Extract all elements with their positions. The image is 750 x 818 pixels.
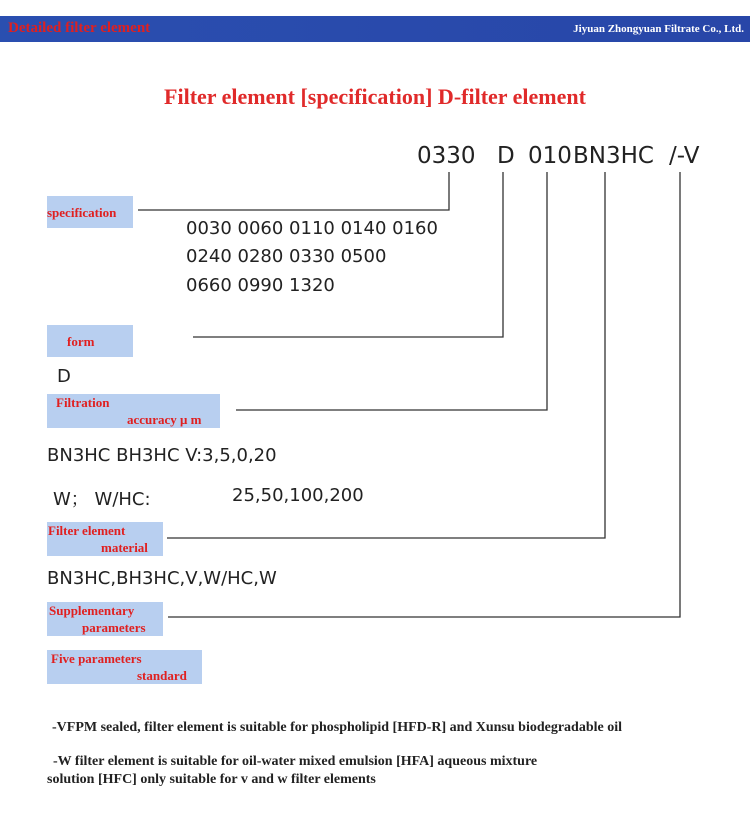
code-spec: 0330 (417, 143, 476, 169)
note-w-line-1: -W filter element is suitable for oil-water mixed emulsion [HFA] aqueous mixture (53, 754, 538, 769)
code-material: BN3HC (573, 143, 654, 169)
accuracy-line-2-right: 25,50,100,200 (232, 485, 364, 506)
note-vfpm: -VFPM sealed, filter element is suitable for phospholipid [HFD-R] and Xunsu biodegradable oil (52, 720, 623, 735)
accuracy-label: Filtration accuracy μ m (47, 394, 220, 428)
material-value: BN3HC,BH3HC,V,W/HC,W (47, 568, 277, 589)
accuracy-line-1: BN3HC BH3HC V:3,5,0,20 (47, 445, 277, 466)
accuracy-line-2-left: W； W/HC: (53, 489, 151, 510)
code-accuracy: 010 (528, 143, 572, 169)
spec-connector (138, 172, 449, 210)
supplementary-label: Supplementary parameters (47, 602, 163, 636)
spec-values-row-1: 0030 0060 0110 0140 0160 (186, 218, 438, 239)
company-name: Jiyuan Zhongyuan Filtrate Co., Ltd. (573, 23, 744, 35)
form-label: form (47, 325, 133, 357)
code-supplement: /-V (669, 143, 700, 169)
form-value: D (57, 366, 71, 387)
note-w-line-2: solution [HFC] only suitable for v and w filter elements (47, 772, 376, 787)
material-label: Filter element material (47, 522, 163, 556)
code-form: D (497, 143, 515, 169)
spec-values-row-2: 0240 0280 0330 0500 (186, 246, 387, 267)
page-title: Filter element [specification] D-filter element (164, 84, 586, 109)
standard-label: Five parameters standard (47, 650, 202, 684)
specification-label: specification (47, 196, 133, 228)
header-title: Detailed filter element (8, 20, 151, 36)
spec-values-row-3: 0660 0990 1320 (186, 275, 335, 296)
